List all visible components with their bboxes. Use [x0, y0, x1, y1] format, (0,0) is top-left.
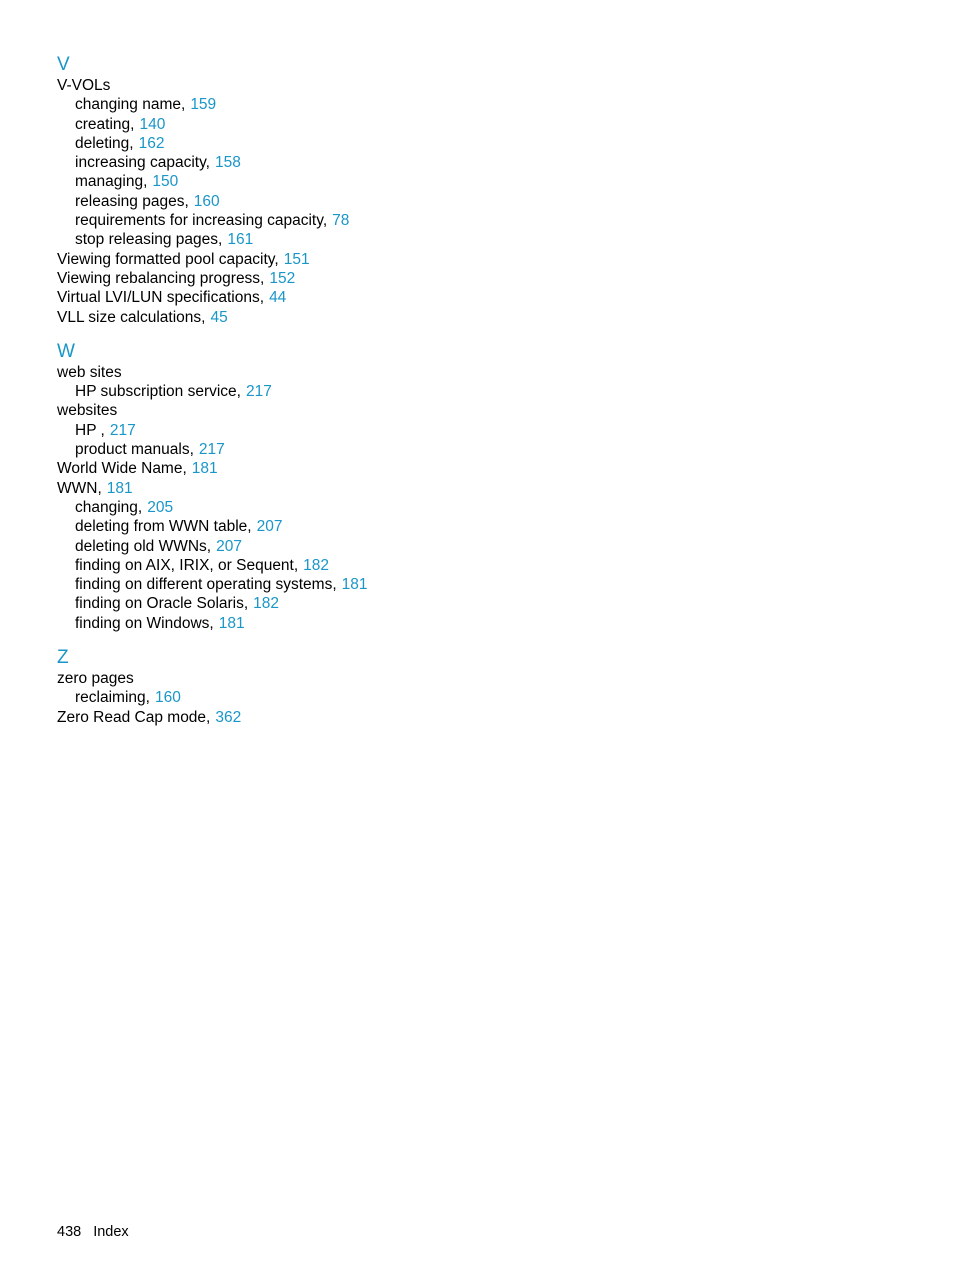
entry-text: deleting, — [75, 134, 134, 152]
entry-text: stop releasing pages, — [75, 231, 223, 249]
index-entry — [57, 269, 917, 288]
page-link[interactable]: 181 — [341, 576, 368, 594]
page-link[interactable]: 362 — [215, 708, 242, 726]
index-subentry — [57, 115, 917, 134]
index-subentry — [57, 517, 917, 536]
index-subentry — [57, 172, 917, 191]
page-link[interactable]: 160 — [154, 689, 181, 707]
index-entry — [57, 459, 917, 478]
index-entry — [57, 669, 917, 688]
index-section-v — [57, 54, 917, 327]
entry-text: Zero Read Cap mode, — [57, 708, 211, 726]
index-section-w — [57, 341, 917, 633]
entry-text: increasing capacity, — [75, 154, 210, 172]
page-link[interactable]: 205 — [147, 498, 174, 516]
page-link[interactable]: 217 — [245, 383, 272, 401]
index-subentry — [57, 211, 917, 230]
entry-text: VLL size calculations, — [57, 308, 206, 326]
entry-text: Viewing formatted pool capacity, — [57, 250, 279, 268]
index-subentry — [57, 134, 917, 153]
entry-text: deleting old WWNs, — [75, 537, 212, 555]
index-page — [57, 54, 917, 741]
page-link[interactable]: 161 — [227, 231, 254, 249]
entry-text: Viewing rebalancing progress, — [57, 269, 265, 287]
index-entry — [57, 250, 917, 269]
index-subentry — [57, 594, 917, 613]
index-subentry — [57, 153, 917, 172]
page-link[interactable]: 158 — [214, 154, 241, 172]
entry-text: V-VOLs — [57, 77, 111, 94]
entry-text: websites — [57, 402, 118, 420]
index-entry — [57, 363, 917, 382]
index-subentry — [57, 421, 917, 440]
entry-text: finding on different operating systems, — [75, 576, 337, 594]
page-link[interactable]: 150 — [152, 173, 179, 191]
page-link[interactable]: 207 — [256, 518, 283, 536]
section-letter: Z — [57, 647, 69, 669]
page-link[interactable]: 160 — [193, 192, 220, 210]
entry-text: creating, — [75, 115, 135, 133]
index-subentry — [57, 95, 917, 114]
entry-text: HP subscription service, — [75, 383, 241, 401]
page-link[interactable]: 140 — [139, 115, 166, 133]
index-subentry — [57, 537, 917, 556]
entry-text: deleting from WWN table, — [75, 518, 252, 536]
entry-text: changing name, — [75, 96, 186, 114]
entry-text: World Wide Name, — [57, 460, 187, 478]
index-section-z — [57, 647, 917, 727]
index-entry — [57, 308, 917, 327]
page-link[interactable]: 181 — [106, 479, 133, 497]
entry-text: releasing pages, — [75, 192, 189, 210]
entry-text: finding on Windows, — [75, 614, 214, 632]
footer-label: Index — [93, 1224, 129, 1240]
page-link[interactable]: 44 — [269, 289, 287, 307]
entry-text: zero pages — [57, 670, 134, 688]
entry-text: product manuals, — [75, 441, 194, 459]
section-letter: V — [57, 54, 70, 75]
index-subentry — [57, 575, 917, 594]
entry-text: web sites — [57, 363, 122, 381]
index-entry — [57, 288, 917, 307]
page-link[interactable]: 159 — [190, 96, 217, 114]
index-entry — [57, 76, 917, 95]
entry-text: finding on Oracle Solaris, — [75, 595, 249, 613]
page-link[interactable]: 217 — [198, 441, 225, 459]
page-link[interactable]: 78 — [332, 212, 350, 230]
page-link[interactable]: 152 — [269, 269, 296, 287]
page-link[interactable]: 162 — [138, 134, 165, 152]
index-entry — [57, 401, 917, 420]
index-subentry — [57, 556, 917, 575]
page-link[interactable]: 217 — [109, 421, 136, 439]
page-link[interactable]: 207 — [216, 537, 242, 555]
index-subentry — [57, 688, 917, 707]
page-link[interactable]: 182 — [253, 595, 280, 613]
entry-text: managing, — [75, 173, 148, 191]
page-link[interactable]: 181 — [191, 460, 218, 478]
section-letter: W — [57, 340, 75, 362]
page-link[interactable]: 182 — [303, 556, 330, 574]
entry-text: Virtual LVI/LUN specifications, — [57, 289, 265, 307]
index-subentry — [57, 440, 917, 459]
index-entry — [57, 479, 917, 498]
index-subentry — [57, 382, 917, 401]
page-link[interactable]: 181 — [218, 614, 245, 632]
page-link[interactable]: 45 — [210, 308, 228, 326]
index-subentry — [57, 614, 917, 633]
page-footer — [57, 1222, 129, 1242]
footer-page-number: 438 — [57, 1224, 82, 1240]
index-entry — [57, 708, 917, 727]
entry-text: HP , — [75, 421, 105, 439]
index-subentry — [57, 230, 917, 249]
entry-text: WWN, — [57, 479, 102, 497]
page-link[interactable]: 151 — [283, 250, 310, 268]
index-subentry — [57, 498, 917, 517]
entry-text: requirements for increasing capacity, — [75, 212, 328, 230]
entry-text: changing, — [75, 498, 143, 516]
entry-text: finding on AIX, IRIX, or Sequent, — [75, 556, 299, 574]
index-subentry — [57, 192, 917, 211]
entry-text: reclaiming, — [75, 689, 150, 707]
